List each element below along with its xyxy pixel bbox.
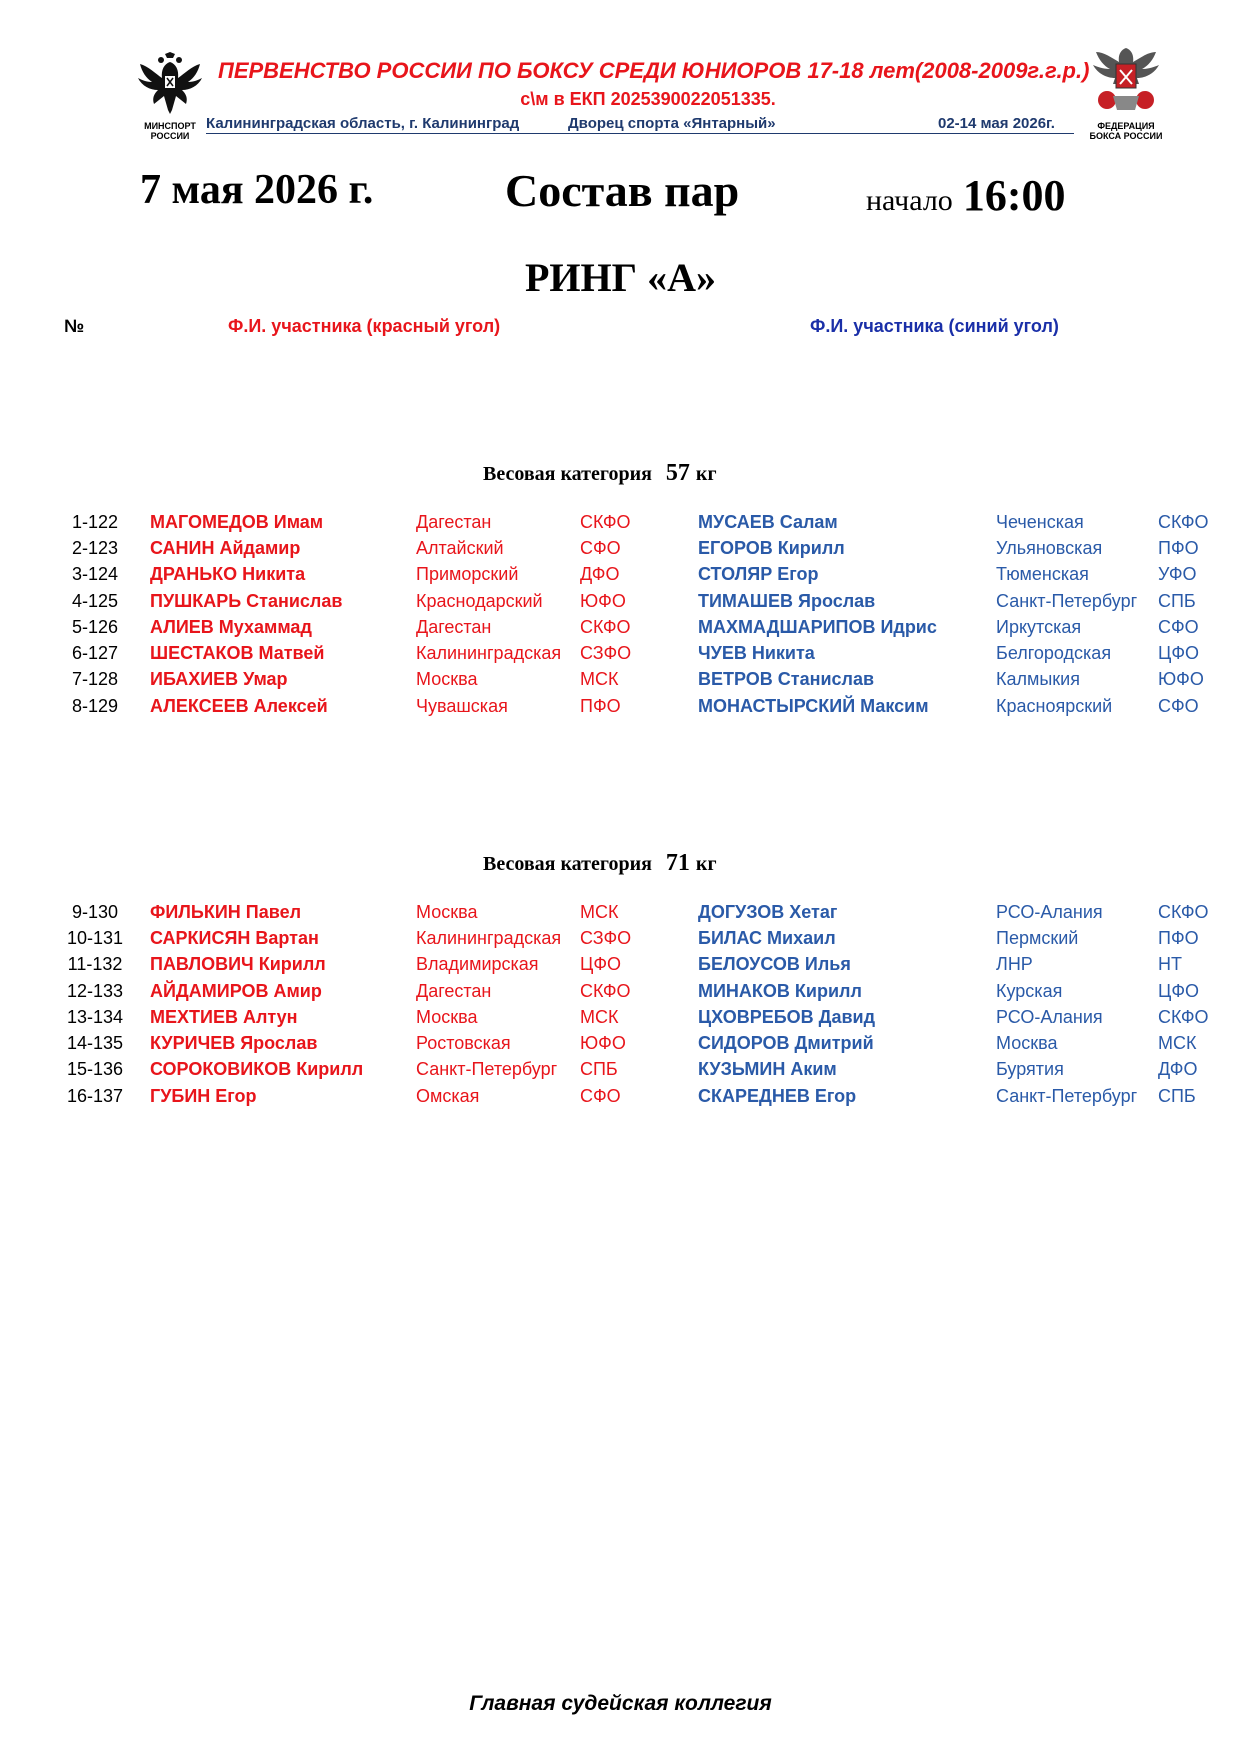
red-region: Алтайский [416, 537, 504, 558]
blue-name: ТИМАШЕВ Ярослав [698, 590, 876, 611]
red-district: СПБ [580, 1059, 618, 1080]
red-region: Москва [416, 669, 478, 690]
table-row [40, 588, 1218, 614]
blue-region: Чеченская [996, 511, 1084, 532]
bout-number: 11-132 [67, 954, 123, 975]
category-weight: 71 [665, 850, 690, 876]
red-region: Омская [416, 1085, 480, 1106]
red-region: Дагестан [416, 980, 492, 1001]
bout-number: 2-123 [71, 537, 119, 558]
blue-district: МСК [1158, 1033, 1197, 1054]
blue-name: ДОГУЗОВ Хетаг [698, 901, 838, 922]
blue-name: МИНАКОВ Кирилл [698, 980, 862, 1001]
category-weight: 57 [665, 460, 690, 486]
red-region: Калининградская [416, 643, 562, 664]
weight-category-heading [483, 460, 717, 487]
col-red-corner: Ф.И. участника (красный угол) [228, 316, 501, 336]
blue-region: Белгородская [996, 643, 1112, 664]
table-row [40, 1030, 1218, 1056]
blue-region: РСО-Алания [996, 901, 1103, 922]
bout-number: 16-137 [66, 1085, 124, 1106]
red-district: МСК [580, 901, 619, 922]
federation-caption: ФЕДЕРАЦИЯ БОКСА РОССИИ [1089, 121, 1163, 141]
blue-name: БИЛАС Михаил [698, 927, 836, 948]
red-name: КУРИЧЕВ Ярослав [150, 1033, 318, 1054]
blue-name: МАХМАДШАРИПОВ Идрис [698, 616, 937, 637]
bout-number: 15-136 [66, 1059, 124, 1080]
bout-number: 10-131 [66, 927, 124, 948]
blue-district: ЦФО [1158, 980, 1200, 1001]
category-label: Весовая категория [483, 463, 652, 485]
page-heading: Состав пар [505, 165, 740, 216]
blue-region: Бурятия [996, 1059, 1064, 1080]
blue-region: Калмыкия [996, 669, 1080, 690]
blue-name: ЦХОВРЕБОВ Давид [698, 1006, 876, 1027]
blue-region: ЛНР [996, 954, 1033, 975]
blue-name: СКАРЕДНЕВ Егор [698, 1085, 857, 1106]
start-info [866, 170, 1065, 221]
bouts-table-57 [40, 509, 1218, 719]
blue-district: ДФО [1158, 1059, 1198, 1080]
blue-region: Москва [996, 1033, 1058, 1054]
red-district: ПФО [580, 695, 621, 716]
blue-district: ЦФО [1158, 643, 1200, 664]
red-district: ЦФО [580, 954, 622, 975]
bout-number: 9-130 [71, 901, 119, 922]
red-name: ПУШКАРЬ Станислав [150, 590, 343, 611]
red-name: АЛЕКСЕЕВ Алексей [150, 695, 328, 716]
red-region: Краснодарский [416, 590, 543, 611]
blue-name: МОНАСТЫРСКИЙ Максим [698, 695, 929, 716]
bout-number: 14-135 [66, 1033, 124, 1054]
blue-region: Красноярский [996, 695, 1113, 716]
blue-region: Санкт-Петербург [996, 1085, 1138, 1106]
blue-district: СПБ [1158, 590, 1196, 611]
red-region: Ростовская [416, 1033, 511, 1054]
red-name: АЛИЕВ Мухаммад [150, 616, 312, 637]
dates-text: 02-14 мая 2026г. [938, 115, 1055, 132]
blue-region: Санкт-Петербург [996, 590, 1138, 611]
federation-emblem-icon [1087, 44, 1165, 116]
region-text: Калининградская область, г. Калининград [206, 115, 520, 132]
boxing-federation-logo [1087, 44, 1165, 142]
blue-district: СКФО [1158, 1006, 1209, 1027]
red-region: Дагестан [416, 616, 492, 637]
bout-number: 5-126 [71, 616, 119, 637]
bout-number: 8-129 [71, 695, 119, 716]
red-region: Санкт-Петербург [416, 1059, 558, 1080]
blue-district: СФО [1158, 616, 1199, 637]
red-region: Чувашская [416, 695, 508, 716]
bout-number: 12-133 [66, 980, 124, 1001]
red-region: Приморский [416, 564, 519, 585]
blue-district: СФО [1158, 695, 1199, 716]
bout-date: 7 мая 2026 г. [140, 167, 374, 213]
blue-district: НТ [1158, 954, 1182, 975]
table-row [40, 562, 1218, 588]
red-name: ДРАНЬКО Никита [150, 564, 306, 585]
red-name: САНИН Айдамир [150, 537, 301, 558]
red-name: МАГОМЕДОВ Имам [150, 511, 324, 532]
blue-district: ПФО [1158, 537, 1199, 558]
category-unit: кг [695, 463, 717, 485]
table-row [40, 978, 1218, 1004]
red-district: СКФО [580, 980, 631, 1001]
table-row [40, 640, 1218, 666]
blue-region: Пермский [996, 927, 1079, 948]
bout-number: 7-128 [71, 669, 119, 690]
category-unit: кг [695, 853, 717, 875]
red-district: ЮФО [580, 590, 626, 611]
championship-title: ПЕРВЕНСТВО РОССИИ ПО БОКСУ СРЕДИ ЮНИОРОВ 17-18 лет(2008-2009г.г.р.) [218, 58, 1090, 83]
bout-number: 6-127 [71, 643, 119, 664]
red-name: ШЕСТАКОВ Матвей [150, 643, 325, 664]
table-row [40, 1004, 1218, 1030]
blue-name: ЕГОРОВ Кирилл [698, 537, 845, 558]
col-number: № [64, 316, 85, 336]
footer-signature: Главная судейская коллегия [469, 1692, 772, 1715]
red-region: Калининградская [416, 927, 562, 948]
minsport-caption: МИНСПОРТ РОССИИ [144, 121, 196, 141]
red-district: СФО [580, 1085, 621, 1106]
table-row [40, 952, 1218, 978]
blue-region: Курская [996, 980, 1063, 1001]
table-row [40, 693, 1218, 719]
blue-district: ПФО [1158, 927, 1199, 948]
red-district: МСК [580, 669, 619, 690]
blue-district: СКФО [1158, 511, 1209, 532]
bout-number: 4-125 [71, 590, 119, 611]
category-label: Весовая категория [483, 853, 652, 875]
blue-name: МУСАЕВ Салам [698, 511, 838, 532]
table-row [40, 614, 1218, 640]
bout-number: 13-134 [66, 1006, 124, 1027]
blue-name: БЕЛОУСОВ Илья [698, 954, 851, 975]
start-label: начало [866, 184, 953, 217]
red-district: ЮФО [580, 1033, 626, 1054]
blue-name: КУЗЬМИН Аким [698, 1059, 837, 1080]
bout-number: 1-122 [71, 511, 119, 532]
blue-name: СТОЛЯР Егор [698, 564, 819, 585]
blue-region: Тюменская [996, 564, 1089, 585]
ekp-number: с\м в ЕКП 2025390022051335. [520, 89, 776, 109]
weight-category-heading [483, 850, 717, 877]
minsport-logo [134, 52, 206, 142]
table-row [40, 535, 1218, 561]
red-name: ГУБИН Егор [150, 1085, 257, 1106]
blue-name: СИДОРОВ Дмитрий [698, 1033, 874, 1054]
start-time: 16:00 [962, 171, 1066, 220]
red-region: Москва [416, 1006, 478, 1027]
blue-district: ЮФО [1158, 669, 1204, 690]
red-name: ФИЛЬКИН Павел [150, 901, 302, 922]
col-blue-corner: Ф.И. участника (синий угол) [810, 316, 1059, 336]
blue-district: СКФО [1158, 901, 1209, 922]
venue-text: Дворец спорта «Янтарный» [568, 115, 776, 132]
blue-name: ЧУЕВ Никита [698, 643, 815, 664]
red-region: Владимирская [416, 954, 539, 975]
red-name: АЙДАМИРОВ Амир [150, 980, 322, 1001]
red-name: ПАВЛОВИЧ Кирилл [150, 954, 326, 975]
red-district: СФО [580, 537, 621, 558]
red-region: Москва [416, 901, 478, 922]
table-row [40, 1057, 1218, 1083]
bouts-table-71 [40, 899, 1218, 1109]
eagle-emblem-icon [134, 52, 206, 116]
blue-district: УФО [1158, 564, 1197, 585]
red-district: СКФО [580, 511, 631, 532]
red-district: СКФО [580, 616, 631, 637]
red-district: СЗФО [580, 643, 632, 664]
blue-district: СПБ [1158, 1085, 1196, 1106]
location-line [206, 114, 1074, 134]
red-district: ДФО [580, 564, 620, 585]
table-row [40, 899, 1218, 925]
table-row [40, 509, 1218, 535]
red-district: МСК [580, 1006, 619, 1027]
blue-region: Ульяновская [996, 537, 1103, 558]
red-name: СОРОКОВИКОВ Кирилл [150, 1059, 364, 1080]
red-region: Дагестан [416, 511, 492, 532]
red-district: СЗФО [580, 927, 632, 948]
blue-region: РСО-Алания [996, 1006, 1103, 1027]
table-row [40, 1083, 1218, 1109]
blue-name: ВЕТРОВ Станислав [698, 669, 875, 690]
table-row [40, 667, 1218, 693]
table-row [40, 925, 1218, 951]
red-name: САРКИСЯН Вартан [150, 927, 319, 948]
red-name: ИБАХИЕВ Умар [150, 669, 288, 690]
bout-number: 3-124 [71, 564, 119, 585]
ring-title: РИНГ «А» [525, 255, 716, 300]
red-name: МЕХТИЕВ Алтун [150, 1006, 298, 1027]
blue-region: Иркутская [996, 616, 1082, 637]
